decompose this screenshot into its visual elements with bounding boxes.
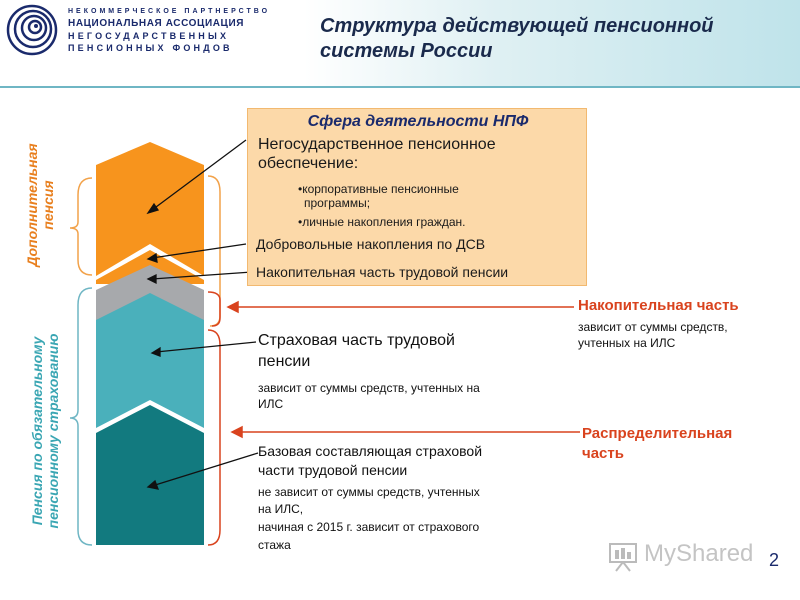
mandatory-pension-label xyxy=(29,306,63,556)
npf-sphere-box xyxy=(247,108,587,286)
page-number: 2 xyxy=(769,550,780,570)
funded-part-note-line-2: учтенных на ИЛС xyxy=(578,336,676,350)
funded-red-arrowhead xyxy=(228,302,238,312)
org-line-1: НЕКОММЕРЧЕСКОЕ ПАРТНЕРСТВО xyxy=(68,8,271,15)
org-line-2: НАЦИОНАЛЬНАЯ АССОЦИАЦИЯ xyxy=(68,18,245,29)
insurance-part-note-line-1: зависит от суммы средств, учтенных на xyxy=(258,381,480,395)
mandatory-label-line-1: Пенсия по обязательному xyxy=(29,336,45,526)
mandatory-brace xyxy=(70,288,92,545)
funded-part-heading: Накопительная часть xyxy=(578,297,739,314)
distribution-brace xyxy=(208,330,220,545)
additional-label-line-2: пенсия xyxy=(40,180,56,230)
watermark xyxy=(606,538,766,574)
funded-brace xyxy=(208,292,220,326)
npf-title: Сфера деятельности НПФ xyxy=(307,113,529,130)
org-line-3: НЕГОСУДАРСТВЕННЫХ xyxy=(68,31,230,41)
distribution-part-heading-line-1: Распределительная xyxy=(582,425,733,442)
npf-line-1: Негосударственное пенсионное xyxy=(258,136,496,153)
npf-dsv-line: Добровольные накопления по ДСВ xyxy=(256,236,486,252)
npf-brace xyxy=(208,176,220,326)
presentation-screen-icon xyxy=(606,538,642,572)
base-part-note-line-4: стажа xyxy=(258,538,291,552)
additional-label-line-1: Дополнительная xyxy=(24,143,40,267)
npf-bullet-1-line-1: •корпоративные пенсионные xyxy=(298,182,459,196)
title-line-2: системы России xyxy=(320,40,493,62)
mandatory-label-line-2: пенсионному страхованию xyxy=(45,333,61,529)
insurance-part-title-line-2: пенсии xyxy=(258,353,311,370)
npf-bullet-1-line-2: программы; xyxy=(304,196,371,210)
insurance-part-title-line-1: Страховая часть трудовой xyxy=(258,332,455,349)
npf-funded-line: Накопительная часть трудовой пенсии xyxy=(256,264,509,280)
additional-brace xyxy=(70,178,92,275)
base-part-note-line-3: начиная с 2015 г. зависит от страхового xyxy=(258,520,480,534)
org-line-4: ПЕНСИОННЫХ ФОНДОВ xyxy=(68,43,233,53)
insurance-part-note-line-2: ИЛС xyxy=(258,397,284,411)
npf-bullet-2: •личные накопления граждан. xyxy=(298,215,466,229)
distribution-red-arrowhead xyxy=(232,427,242,437)
base-part-note-line-2: на ИЛС, xyxy=(258,502,304,516)
base-part-title-line-1: Базовая составляющая страховой xyxy=(258,443,483,459)
distribution-part-heading-line-2: часть xyxy=(582,445,624,462)
title-line-1: Структура действующей пенсионной xyxy=(320,15,714,37)
funded-part-note-line-1: зависит от суммы средств, xyxy=(578,320,728,334)
base-part-title-line-2: части трудовой пенсии xyxy=(258,462,408,478)
base-part-note-line-1: не зависит от суммы средств, учтенных xyxy=(258,485,480,499)
watermark-text: MyShared xyxy=(644,540,754,567)
additional-pension-label xyxy=(24,130,58,280)
npf-line-2: обеспечение: xyxy=(258,155,359,172)
